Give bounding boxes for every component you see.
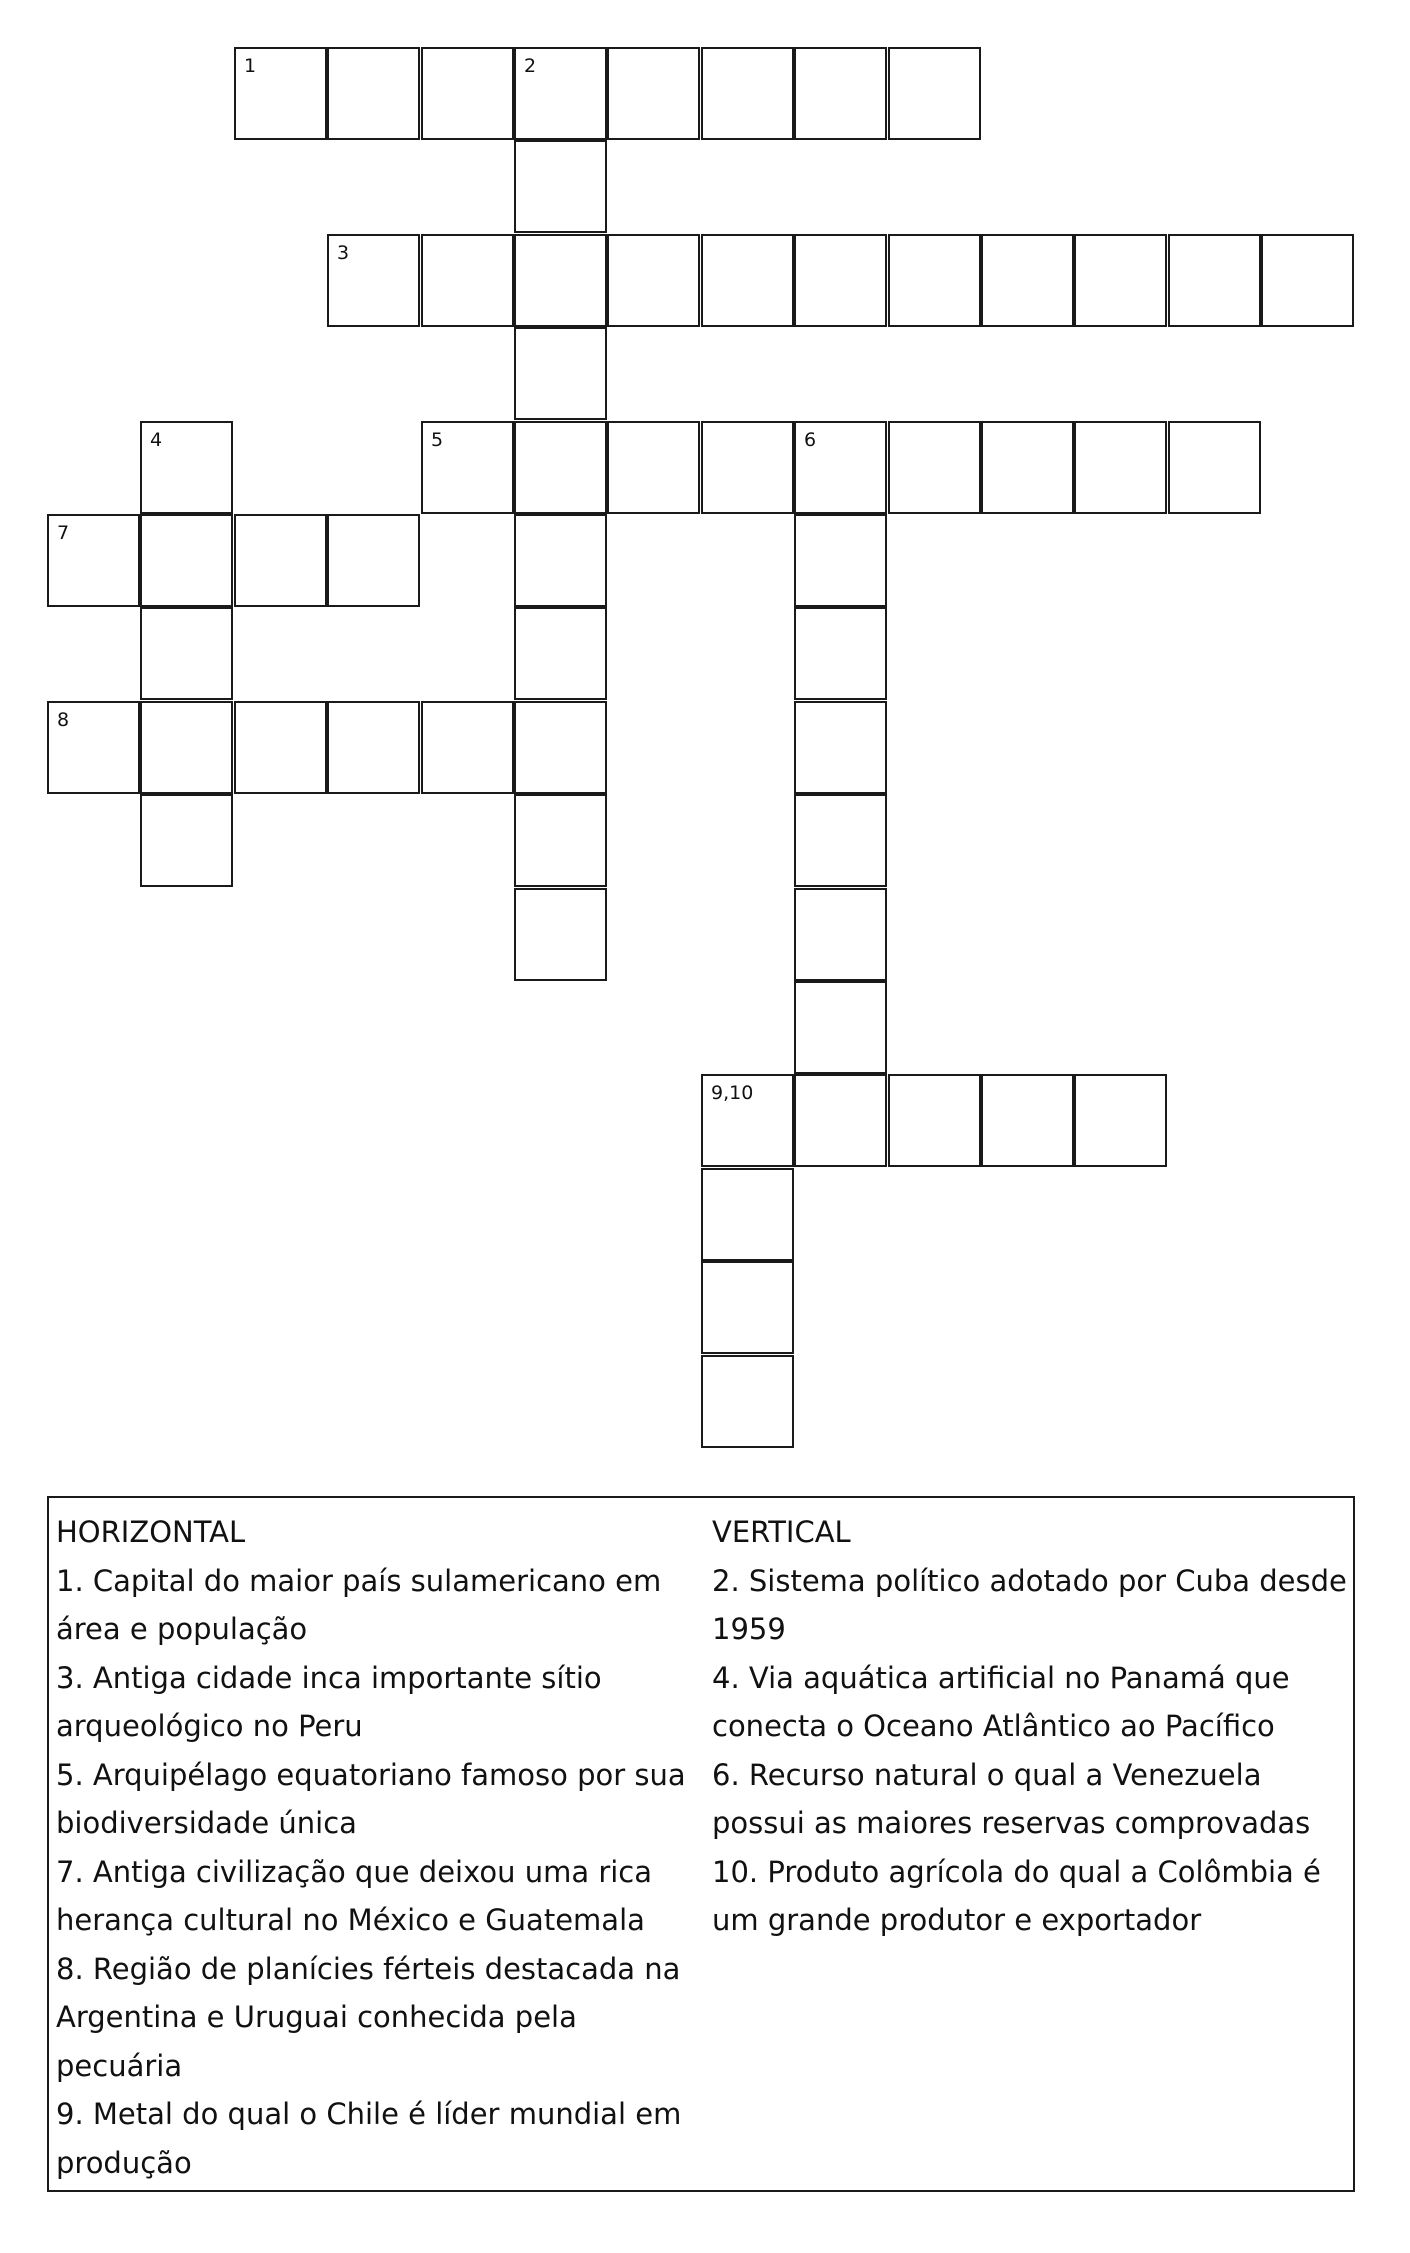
vertical-heading: VERTICAL bbox=[712, 1515, 851, 1549]
crossword-cell[interactable] bbox=[140, 701, 233, 794]
horizontal-clue-8: 8. Região de planícies férteis destacada na Argentina e Uruguai conhecida pela pecuária bbox=[56, 1951, 681, 2083]
crossword-cell[interactable] bbox=[47, 514, 140, 607]
crossword-cell[interactable] bbox=[514, 701, 607, 794]
crossword-cell[interactable] bbox=[140, 514, 233, 607]
horizontal-clue-1: 1. Capital do maior país sulamericano em área e população bbox=[56, 1563, 662, 1646]
crossword-cell[interactable] bbox=[327, 47, 420, 140]
crossword-cell[interactable] bbox=[514, 888, 607, 981]
crossword-cell[interactable] bbox=[1074, 234, 1167, 327]
horizontal-clue-3: 3. Antiga cidade inca importante sítio arqueológico no Peru bbox=[56, 1660, 602, 1743]
crossword-cell[interactable] bbox=[514, 421, 607, 514]
horizontal-clues bbox=[56, 1508, 706, 2187]
crossword-cell[interactable] bbox=[794, 421, 887, 514]
crossword-cell[interactable] bbox=[1261, 234, 1354, 327]
crossword-cell[interactable] bbox=[327, 234, 420, 327]
vertical-clue-2: 2. Sistema político adotado por Cuba desde 1959 bbox=[712, 1563, 1347, 1646]
vertical-clue-6: 6. Recurso natural o qual a Venezuela possui as maiores reservas comprovadas bbox=[712, 1757, 1311, 1840]
crossword-cell[interactable] bbox=[888, 47, 981, 140]
clue-number: 6 bbox=[804, 429, 817, 451]
horizontal-clue-9: 9. Metal do qual o Chile é líder mundial em produção bbox=[56, 2097, 682, 2180]
clue-number: 5 bbox=[431, 429, 444, 451]
crossword-cell[interactable] bbox=[794, 47, 887, 140]
crossword-cell[interactable] bbox=[1168, 421, 1261, 514]
crossword-cell[interactable] bbox=[794, 888, 887, 981]
crossword-cell[interactable] bbox=[794, 794, 887, 887]
crossword-cell[interactable] bbox=[794, 981, 887, 1074]
crossword-cell[interactable] bbox=[607, 421, 700, 514]
clue-number: 7 bbox=[57, 522, 70, 544]
crossword-cell[interactable] bbox=[981, 1074, 1074, 1167]
crossword-cell[interactable] bbox=[888, 234, 981, 327]
crossword-cell[interactable] bbox=[888, 1074, 981, 1167]
clue-number: 9,10 bbox=[711, 1082, 754, 1104]
crossword-cell[interactable] bbox=[514, 47, 607, 140]
crossword-cell[interactable] bbox=[514, 794, 607, 887]
crossword-cell[interactable] bbox=[794, 1074, 887, 1167]
crossword-cell[interactable] bbox=[701, 1355, 794, 1448]
crossword-cell[interactable] bbox=[888, 421, 981, 514]
crossword-cell[interactable] bbox=[981, 421, 1074, 514]
crossword-cell[interactable] bbox=[701, 234, 794, 327]
crossword-cell[interactable] bbox=[701, 47, 794, 140]
crossword-cell[interactable] bbox=[514, 514, 607, 607]
crossword-cell[interactable] bbox=[514, 140, 607, 233]
crossword-cell[interactable] bbox=[701, 1261, 794, 1354]
crossword-cell[interactable] bbox=[327, 701, 420, 794]
crossword-cell[interactable] bbox=[47, 701, 140, 794]
crossword-cell[interactable] bbox=[607, 234, 700, 327]
clues-box bbox=[47, 1496, 1355, 2192]
clue-number: 2 bbox=[524, 55, 537, 77]
crossword-cell[interactable] bbox=[421, 47, 514, 140]
vertical-clues bbox=[712, 1508, 1352, 1945]
crossword-cell[interactable] bbox=[514, 607, 607, 700]
crossword-cell[interactable] bbox=[794, 234, 887, 327]
crossword-cell[interactable] bbox=[234, 514, 327, 607]
clue-number: 8 bbox=[57, 709, 70, 731]
crossword-cell[interactable] bbox=[140, 794, 233, 887]
crossword-cell[interactable] bbox=[514, 327, 607, 420]
crossword-cell[interactable] bbox=[140, 607, 233, 700]
crossword-cell[interactable] bbox=[1074, 421, 1167, 514]
horizontal-heading: HORIZONTAL bbox=[56, 1515, 246, 1549]
crossword-cell[interactable] bbox=[794, 701, 887, 794]
crossword-cell[interactable] bbox=[701, 1074, 794, 1167]
crossword-cell[interactable] bbox=[140, 421, 233, 514]
crossword-cell[interactable] bbox=[981, 234, 1074, 327]
crossword-cell[interactable] bbox=[327, 514, 420, 607]
crossword-cell[interactable] bbox=[607, 47, 700, 140]
clue-number: 1 bbox=[244, 55, 257, 77]
crossword-cell[interactable] bbox=[234, 701, 327, 794]
crossword-cell[interactable] bbox=[794, 514, 887, 607]
crossword-cell[interactable] bbox=[1074, 1074, 1167, 1167]
clue-number: 4 bbox=[150, 429, 163, 451]
crossword-cell[interactable] bbox=[234, 47, 327, 140]
crossword-cell[interactable] bbox=[701, 1168, 794, 1261]
crossword-cell[interactable] bbox=[1168, 234, 1261, 327]
crossword-cell[interactable] bbox=[514, 234, 607, 327]
crossword-cell[interactable] bbox=[421, 701, 514, 794]
crossword-cell[interactable] bbox=[794, 607, 887, 700]
crossword-cell[interactable] bbox=[701, 421, 794, 514]
horizontal-clue-7: 7. Antiga civilização que deixou uma rica herança cultural no México e Guatemala bbox=[56, 1854, 653, 1937]
vertical-clue-10: 10. Produto agrícola do qual a Colômbia é um grande produtor e exportador bbox=[712, 1854, 1321, 1937]
vertical-clue-4: 4. Via aquática artificial no Panamá que conecta o Oceano Atlântico ao Pacífico bbox=[712, 1660, 1290, 1743]
crossword-cell[interactable] bbox=[421, 421, 514, 514]
horizontal-clue-5: 5. Arquipélago equatoriano famoso por sua biodiversidade única bbox=[56, 1757, 686, 1840]
crossword-cell[interactable] bbox=[421, 234, 514, 327]
clue-number: 3 bbox=[337, 242, 350, 264]
